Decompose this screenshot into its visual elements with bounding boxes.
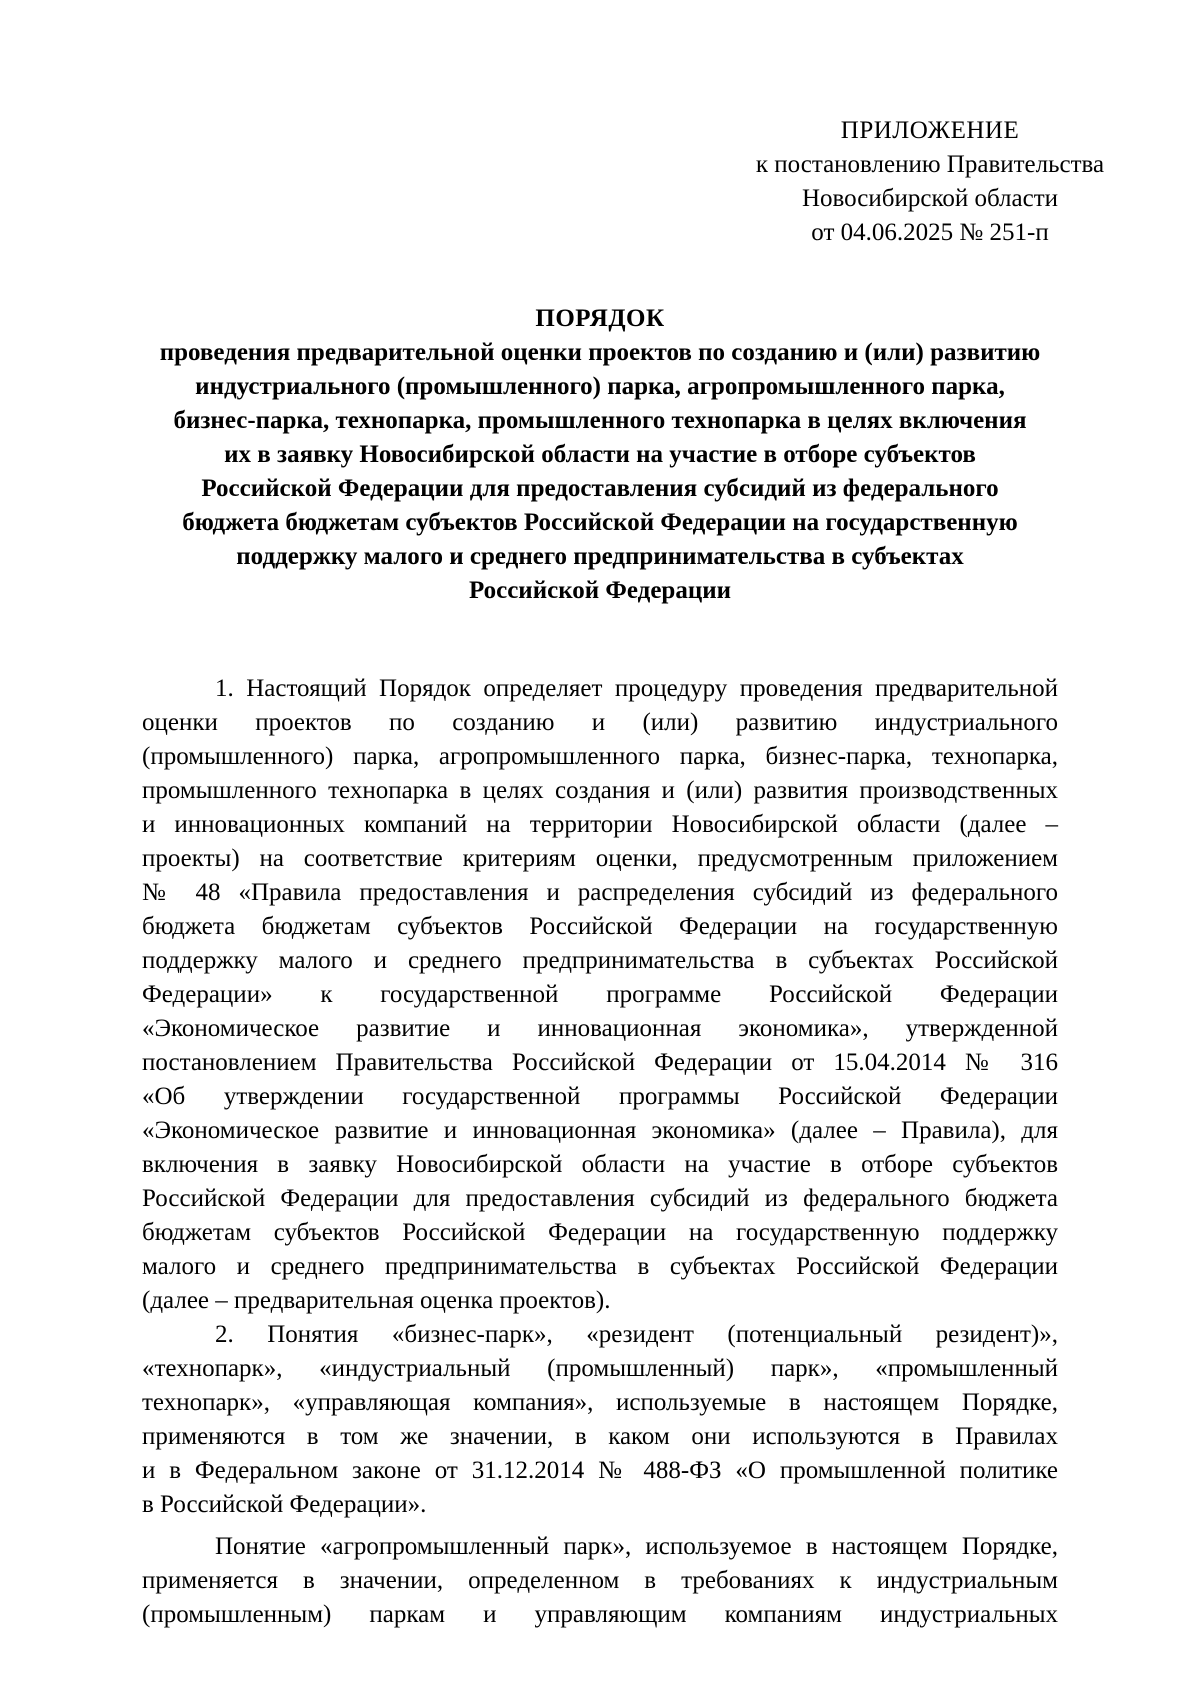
- paragraph-line: «Экономическое развитие и инновационная экономика», утвержденной: [142, 1015, 1058, 1042]
- paragraph-line: (промышленным) паркам и управляющим компаниям индустриальных: [142, 1601, 1058, 1628]
- paragraph: [142, 1530, 1058, 1632]
- paragraph: [142, 672, 1058, 1318]
- heading-line: Российской Федерации: [468, 577, 732, 604]
- heading-line: проведения предварительной оценки проектов по созданию и (или) развитию: [159, 339, 1041, 366]
- document-title: ПОРЯДОК: [535, 305, 665, 332]
- paragraph-line: (далее – предварительная оценка проектов).: [142, 1287, 611, 1314]
- paragraph-line: № 48 «Правила предоставления и распределения субсидий из федерального: [142, 879, 1058, 906]
- paragraph-line: применяются в том же значении, в каком они используются в Правилах: [142, 1423, 1058, 1450]
- paragraph-line: и инновационных компаний на территории Новосибирской области (далее –: [142, 811, 1058, 838]
- paragraph: [142, 1318, 1058, 1522]
- document-body: [142, 672, 1058, 1632]
- appendix-title: ПРИЛОЖЕНИЕ: [840, 117, 1020, 144]
- paragraph-line: (промышленного) парка, агропромышленного парка, бизнес-парка, технопарка,: [142, 743, 1058, 770]
- paragraph-line: Федерации» к государственной программе Российской Федерации: [142, 981, 1058, 1008]
- appendix-line: к постановлению Правительства: [755, 151, 1105, 178]
- document-heading: [140, 302, 1060, 608]
- paragraph-line: постановлением Правительства Российской Федерации от 15.04.2014 № 316: [142, 1049, 1058, 1076]
- paragraph-line: «Об утверждении государственной программы Российской Федерации: [142, 1083, 1058, 1110]
- paragraph-line: поддержку малого и среднего предпринимательства в субъектах Российской: [142, 947, 1058, 974]
- paragraph-line: 1. Настоящий Порядок определяет процедуру проведения предварительной: [215, 675, 1058, 702]
- paragraph-line: промышленного технопарка в целях создания и (или) развития производственных: [142, 777, 1058, 804]
- paragraph-line: «Экономическое развитие и инновационная экономика» (далее – Правила), для: [142, 1117, 1058, 1144]
- paragraph-line: в Российской Федерации».: [142, 1491, 427, 1518]
- paragraph-line: бюджета бюджетам субъектов Российской Федерации на государственную: [142, 913, 1058, 940]
- heading-line: бизнес-парка, технопарка, промышленного технопарка в целях включения: [173, 407, 1027, 434]
- paragraph-line: и в Федеральном законе от 31.12.2014 № 488-ФЗ «О промышленной политике: [142, 1457, 1058, 1484]
- paragraph-line: применяется в значении, определенном в требованиях к индустриальным: [142, 1567, 1058, 1594]
- paragraph-line: Понятие «агропромышленный парк», используемое в настоящем Порядке,: [215, 1533, 1058, 1560]
- appendix-date-number: от 04.06.2025 № 251-п: [811, 219, 1049, 246]
- heading-line: Российской Федерации для предоставления субсидий из федерального: [201, 475, 999, 502]
- paragraph-line: малого и среднего предпринимательства в субъектах Российской Федерации: [142, 1253, 1058, 1280]
- paragraph-line: «технопарк», «индустриальный (промышленный) парк», «промышленный: [142, 1355, 1058, 1382]
- paragraph-line: бюджетам субъектов Российской Федерации на государственную поддержку: [142, 1219, 1058, 1246]
- paragraph-line: Российской Федерации для предоставления субсидий из федерального бюджета: [142, 1185, 1058, 1212]
- paragraph-line: включения в заявку Новосибирской области на участие в отборе субъектов: [142, 1151, 1058, 1178]
- heading-line: их в заявку Новосибирской области на участие в отборе субъектов: [224, 441, 976, 468]
- appendix-line: Новосибирской области: [801, 185, 1059, 212]
- appendix-block: [740, 114, 1120, 250]
- paragraph-line: проекты) на соответствие критериям оценки, предусмотренным приложением: [142, 845, 1058, 872]
- heading-line: индустриального (промышленного) парка, агропромышленного парка,: [195, 373, 1005, 400]
- paragraph-line: технопарк», «управляющая компания», используемые в настоящем Порядке,: [142, 1389, 1058, 1416]
- heading-line: поддержку малого и среднего предпринимательства в субъектах: [236, 543, 964, 570]
- paragraph-line: оценки проектов по созданию и (или) развитию индустриального: [142, 709, 1058, 736]
- heading-line: бюджета бюджетам субъектов Российской Федерации на государственную: [182, 509, 1018, 536]
- paragraph-line: 2. Понятия «бизнес-парк», «резидент (потенциальный резидент)»,: [215, 1321, 1058, 1348]
